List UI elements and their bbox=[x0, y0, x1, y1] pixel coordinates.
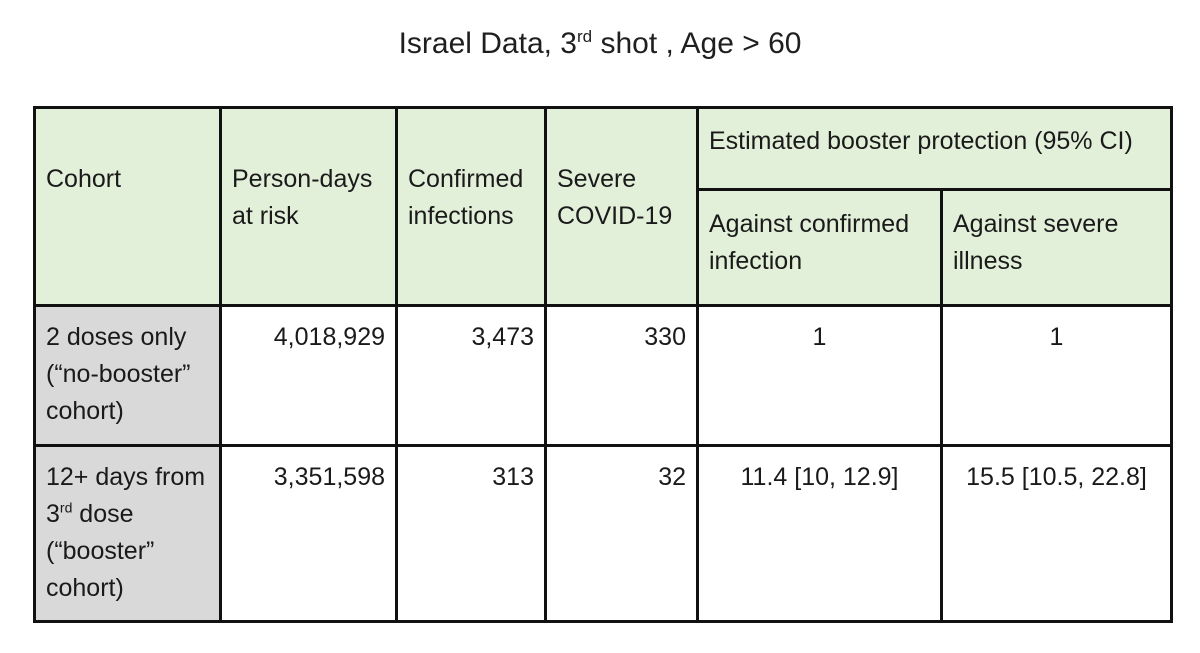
severe-cell: 32 bbox=[546, 446, 698, 622]
against-confirmed-cell: 1 bbox=[698, 306, 942, 446]
header-cohort: Cohort bbox=[35, 108, 221, 306]
header-booster-protection: Estimated booster protection (95% CI) bbox=[698, 108, 1172, 190]
cohort-cell: 2 doses only (“no-booster” cohort) bbox=[35, 306, 221, 446]
page-title bbox=[0, 22, 1200, 66]
title-main: Israel Data, 3 bbox=[398, 27, 577, 60]
table-row bbox=[35, 306, 1172, 446]
header-confirmed-infections: Confirmed infections bbox=[397, 108, 546, 306]
against-severe-cell: 1 bbox=[942, 306, 1172, 446]
against-severe-cell: 15.5 [10.5, 22.8] bbox=[942, 446, 1172, 622]
severe-cell: 330 bbox=[546, 306, 698, 446]
header-person-days: Person-days at risk bbox=[221, 108, 397, 306]
confirmed-cell: 313 bbox=[397, 446, 546, 622]
header-against-severe: Against severe illness bbox=[942, 190, 1172, 306]
table-row bbox=[35, 446, 1172, 622]
person-days-cell: 3,351,598 bbox=[221, 446, 397, 622]
header-against-confirmed: Against confirmed infection bbox=[698, 190, 942, 306]
header-row-1 bbox=[35, 108, 1172, 190]
cohort-cell: 12+ days from 3rd dose (“booster” cohort) bbox=[35, 446, 221, 622]
title-superscript: rd bbox=[576, 27, 593, 46]
header-severe-covid: Severe COVID-19 bbox=[546, 108, 698, 306]
booster-protection-table bbox=[33, 106, 1173, 623]
against-confirmed-cell: 11.4 [10, 12.9] bbox=[698, 446, 942, 622]
person-days-cell: 4,018,929 bbox=[221, 306, 397, 446]
confirmed-cell: 3,473 bbox=[397, 306, 546, 446]
title-rest: shot , Age > 60 bbox=[592, 27, 802, 60]
